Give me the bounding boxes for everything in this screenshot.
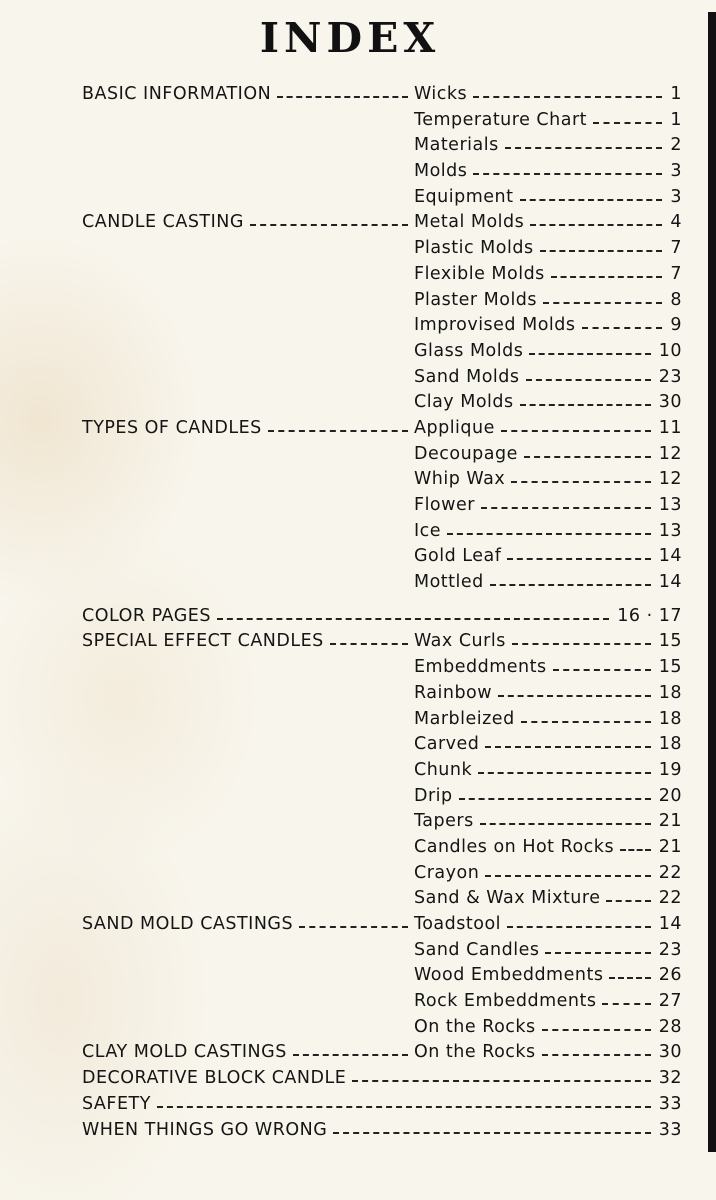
page-number: 23 <box>658 366 682 387</box>
page-number: 2 <box>670 135 682 156</box>
index-row <box>82 886 682 912</box>
entry-label: Applique <box>414 417 495 438</box>
index-row <box>82 210 682 236</box>
page-number: 18 <box>658 682 682 703</box>
leader-dashes <box>473 173 662 175</box>
index-row <box>82 390 682 416</box>
page-number: 18 <box>658 734 682 755</box>
leader-dashes <box>609 977 651 979</box>
leader-dashes <box>498 695 651 697</box>
leader-dashes <box>447 533 651 535</box>
leader-dashes <box>507 926 651 928</box>
index-row <box>82 519 682 545</box>
index-row <box>82 655 682 681</box>
index-row <box>82 416 682 442</box>
page-number: 1 <box>670 109 682 130</box>
page-number: 13 <box>658 520 682 541</box>
leader-dashes <box>606 900 651 902</box>
leader-dashes <box>485 746 651 748</box>
index-row <box>82 108 682 134</box>
index-row <box>82 82 682 108</box>
page-number: 33 <box>658 1093 682 1114</box>
leader-dashes <box>543 302 662 304</box>
index-row <box>82 262 682 288</box>
leader-dashes <box>520 404 651 406</box>
page-number: 30 <box>658 1042 682 1063</box>
page-number: 33 <box>658 1119 682 1140</box>
entry-label: Drip <box>414 785 453 806</box>
page-number: 3 <box>670 186 682 207</box>
index-row <box>82 809 682 835</box>
entry-label: Flexible Molds <box>414 263 545 284</box>
index-row <box>82 467 682 493</box>
section-heading: SAFETY <box>82 1093 151 1114</box>
entry-label: Materials <box>414 135 499 156</box>
entry-label: Carved <box>414 734 480 755</box>
leader-dashes <box>511 481 651 483</box>
index-row <box>82 629 682 655</box>
page-number: 27 <box>658 991 682 1012</box>
leader-dashes <box>602 1003 651 1005</box>
entry-label: Whip Wax <box>414 469 506 490</box>
leader-dashes <box>582 327 662 329</box>
page-title: INDEX <box>259 14 441 62</box>
page-number: 4 <box>670 212 682 233</box>
entry-label: Gold Leaf <box>414 546 502 567</box>
section-heading: WHEN THINGS GO WRONG <box>82 1119 328 1140</box>
leader-dashes <box>521 721 651 723</box>
leader-dashes <box>330 643 408 645</box>
index-row <box>82 707 682 733</box>
entry-label: Plaster Molds <box>414 289 538 310</box>
entry-label: On the Rocks <box>414 1042 536 1063</box>
entry-label: Candles on Hot Rocks <box>414 836 615 857</box>
entry-label: Flower <box>414 495 475 515</box>
entry-label: Chunk <box>414 759 473 780</box>
leader-dashes <box>551 276 662 278</box>
entry-label: Glass Molds <box>414 340 524 361</box>
index-row <box>82 989 682 1015</box>
page-number: 10 <box>658 340 682 361</box>
entry-label: Embeddments <box>414 657 547 678</box>
entry-label: Marbleized <box>414 708 515 729</box>
page-number: 21 <box>658 811 682 832</box>
leader-dashes <box>620 849 651 851</box>
page-number: 8 <box>670 289 682 310</box>
entry-label: Plastic Molds <box>414 238 534 259</box>
index-row <box>82 732 682 758</box>
page-number: 19 <box>658 759 682 780</box>
entry-label: Sand & Wax Mixture <box>414 888 601 909</box>
page-number: 14 <box>658 914 682 934</box>
page-number: 28 <box>658 1016 682 1037</box>
entry-label: Crayon <box>414 862 480 883</box>
index-row <box>82 288 682 314</box>
index-row <box>82 938 682 964</box>
leader-dashes <box>250 224 408 226</box>
leader-dashes <box>501 430 651 432</box>
entry-label: Toadstool <box>414 914 502 934</box>
leader-dashes <box>478 772 651 774</box>
entry-label: Wood Embeddments <box>414 965 604 986</box>
page-number: 18 <box>658 708 682 729</box>
leader-dashes <box>333 1132 651 1134</box>
leader-dashes <box>480 823 651 825</box>
leader-dashes <box>459 798 651 800</box>
leader-dashes <box>277 96 408 98</box>
page-number: 22 <box>658 862 682 883</box>
index-row <box>82 1118 682 1144</box>
page-number: 26 <box>658 965 682 986</box>
index-row <box>82 681 682 707</box>
index-row <box>82 784 682 810</box>
leader-dashes <box>293 1054 408 1056</box>
page-number: 7 <box>670 238 682 259</box>
index-row <box>82 442 682 468</box>
index-row <box>82 159 682 185</box>
leader-dashes <box>512 643 651 645</box>
index-row <box>82 544 682 570</box>
index-row <box>82 835 682 861</box>
section-heading: CANDLE CASTING <box>82 212 244 233</box>
index-row <box>82 570 682 596</box>
index-row <box>82 604 682 630</box>
leader-dashes <box>268 430 408 432</box>
entry-label: Molds <box>414 161 468 182</box>
section-heading: CLAY MOLD CASTINGS <box>82 1042 287 1063</box>
index-row <box>82 236 682 262</box>
entry-label: On the Rocks <box>414 1016 536 1037</box>
page-number: 12 <box>658 469 682 490</box>
page-number: 16 · 17 <box>617 605 682 626</box>
section-heading: DECORATIVE BLOCK CANDLE <box>82 1068 347 1089</box>
index-row <box>82 493 682 519</box>
entry-label: Decoupage <box>414 443 518 464</box>
leader-dashes <box>352 1080 651 1082</box>
leader-dashes <box>542 1029 651 1031</box>
entry-label: Rock Embeddments <box>414 991 597 1012</box>
leader-dashes <box>553 669 651 671</box>
leader-dashes <box>524 456 651 458</box>
section-heading: BASIC INFORMATION <box>82 84 272 104</box>
index-row <box>82 861 682 887</box>
entry-label: Ice <box>414 520 442 541</box>
leader-dashes <box>473 96 662 98</box>
page-edge <box>708 12 716 1152</box>
page-number: 20 <box>658 785 682 806</box>
entry-label: Metal Molds <box>414 212 525 233</box>
page-number: 32 <box>658 1068 682 1089</box>
leader-dashes <box>542 1054 651 1056</box>
index-row <box>82 758 682 784</box>
index-row <box>82 339 682 365</box>
index-row <box>82 1040 682 1066</box>
page-number: 11 <box>658 417 682 438</box>
entry-label: Temperature Chart <box>414 109 588 130</box>
page-number: 3 <box>670 161 682 182</box>
index-row <box>82 1092 682 1118</box>
page-number: 7 <box>670 263 682 284</box>
leader-dashes <box>505 147 662 149</box>
leader-dashes <box>529 353 651 355</box>
entry-label: Wicks <box>414 84 468 104</box>
page-number: 14 <box>658 546 682 567</box>
section-heading: SPECIAL EFFECT CANDLES <box>82 631 324 652</box>
leader-dashes <box>490 584 651 586</box>
entry-label: Mottled <box>414 572 484 593</box>
entry-label: Sand Candles <box>414 939 540 960</box>
entry-label: Improvised Molds <box>414 315 576 336</box>
page-number: 23 <box>658 939 682 960</box>
leader-dashes <box>545 952 651 954</box>
page-number: 22 <box>658 888 682 909</box>
page-number: 13 <box>658 495 682 515</box>
leader-dashes <box>507 558 651 560</box>
index-row <box>82 185 682 211</box>
leader-dashes <box>540 250 662 252</box>
leader-dashes <box>530 224 662 226</box>
leader-dashes <box>520 199 662 201</box>
entry-label: Wax Curls <box>414 631 506 652</box>
section-heading: COLOR PAGES <box>82 605 211 626</box>
index-list <box>82 82 682 1143</box>
leader-dashes <box>299 926 408 928</box>
section-heading: SAND MOLD CASTINGS <box>82 914 294 934</box>
index-row <box>82 133 682 159</box>
leader-dashes <box>485 875 651 877</box>
index-row <box>82 313 682 339</box>
leader-dashes <box>526 379 651 381</box>
entry-label: Sand Molds <box>414 366 520 387</box>
page-number: 21 <box>658 836 682 857</box>
entry-label: Equipment <box>414 186 514 207</box>
index-row <box>82 963 682 989</box>
leader-dashes <box>593 122 662 124</box>
entry-label: Rainbow <box>414 682 493 703</box>
page-number: 15 <box>658 657 682 678</box>
index-row <box>82 1015 682 1041</box>
page-number: 14 <box>658 572 682 593</box>
index-row <box>82 1066 682 1092</box>
leader-dashes <box>481 507 651 509</box>
page-number: 30 <box>658 392 682 413</box>
index-row <box>82 912 682 938</box>
leader-dashes <box>157 1106 651 1108</box>
page-number: 9 <box>670 315 682 336</box>
entry-label: Clay Molds <box>414 392 514 413</box>
entry-label: Tapers <box>414 811 474 832</box>
page-number: 1 <box>670 84 682 104</box>
page-number: 12 <box>658 443 682 464</box>
page-number: 15 <box>658 631 682 652</box>
leader-dashes <box>217 618 609 620</box>
section-heading: TYPES OF CANDLES <box>82 417 262 438</box>
index-row <box>82 365 682 391</box>
